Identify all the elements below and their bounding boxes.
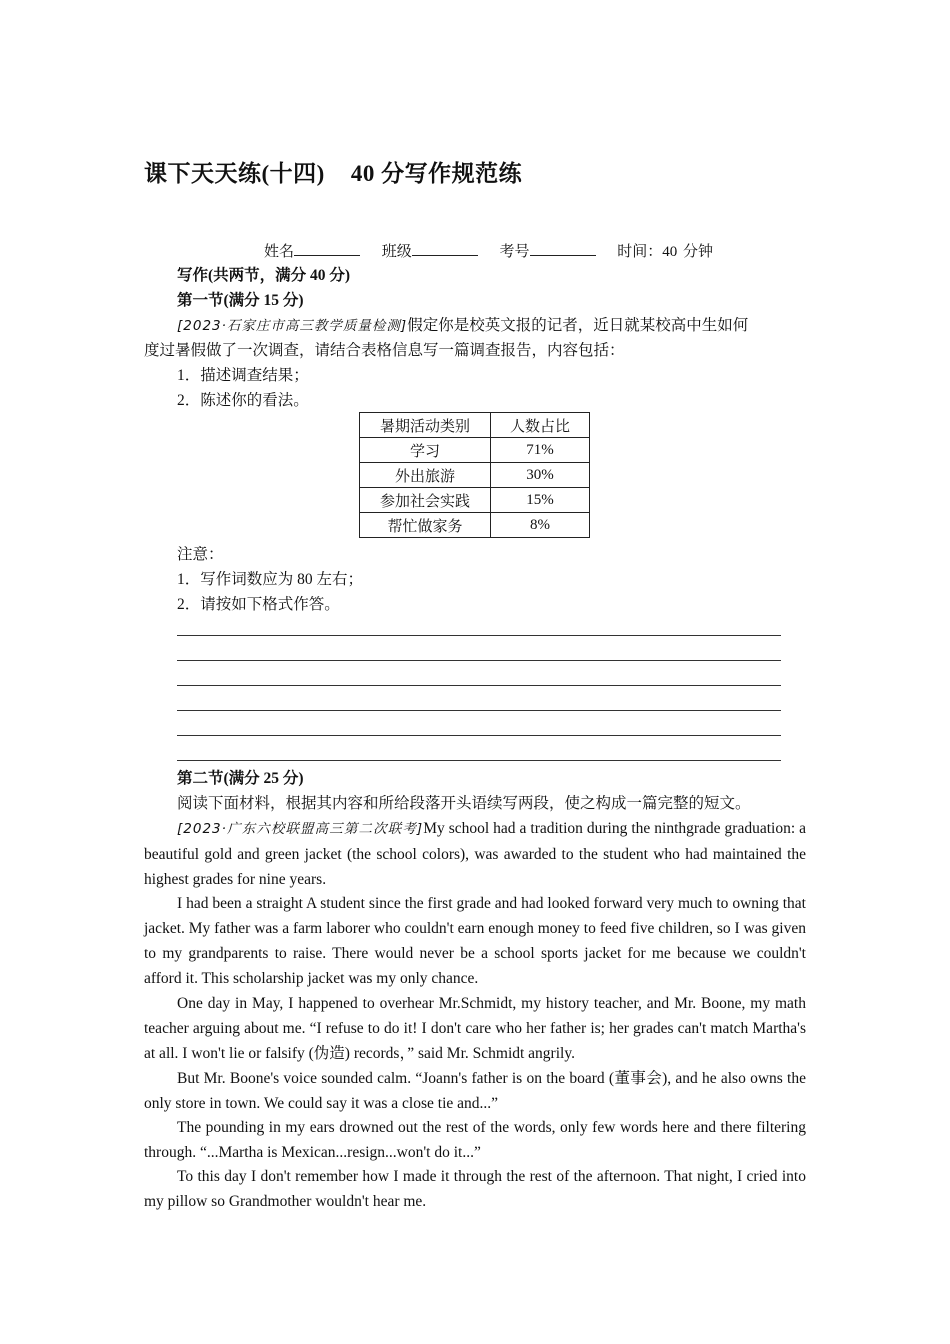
number-label: 考号 — [499, 244, 530, 260]
table-header-row — [360, 413, 590, 438]
table-header-cell: 暑期活动类别 — [360, 413, 491, 438]
story-paragraph-6: To this day I don't remember how I made it through the rest of the afternoon. That night, I cried into my pillow so Grandmother wouldn't hear me. — [144, 1168, 806, 1210]
table-cell: 71% — [491, 438, 590, 463]
time-label: 时间：40 分钟 — [617, 244, 714, 260]
name-blank[interactable] — [294, 241, 360, 256]
story-paragraph-4: But Mr. Boone's voice sounded calm. “Joann's father is on the board (董事会), and he also owns the only store in town. We could say it was a close tie and...” — [144, 1070, 806, 1112]
student-info-row — [264, 240, 713, 261]
answer-line[interactable] — [177, 710, 781, 711]
table-row — [360, 488, 590, 513]
answer-line[interactable] — [177, 760, 781, 761]
title-part2: 40 分写作规范练 — [350, 161, 523, 186]
number-blank[interactable] — [530, 241, 596, 256]
table-cell: 30% — [491, 463, 590, 488]
answer-line[interactable] — [177, 660, 781, 661]
class-label: 班级 — [381, 244, 412, 260]
table-cell: 15% — [491, 488, 590, 513]
story-paragraph-1: [2023·广东六校联盟高三第二次联考]My school had a tradition during the ninthgrade graduation: a beautiful gold and green jacket (the school colors), was awarded to the student who had maintained the highest grades for nine years. — [144, 820, 806, 888]
notes-label: 注意： — [177, 546, 224, 563]
section1-source: [2023·石家庄市高三教学质量检测] — [177, 318, 408, 334]
story-paragraph-3: One day in May, I happened to overhear Mr.Schmidt, my history teacher, and Mr. Boone, my math teacher arguing about me. “I refuse to do it! I don't care who her father is; her grades can't match Martha's at all. I won't lie or falsify (伪造) records，” said Mr. Schmidt angrily. — [144, 995, 806, 1062]
table-cell: 8% — [491, 513, 590, 538]
table-cell: 参加社会实践 — [360, 488, 491, 513]
page-title — [144, 155, 522, 188]
table-row — [360, 513, 590, 538]
writing-header: 写作(共两节，满分 40 分) — [177, 267, 351, 284]
answer-line[interactable] — [177, 735, 781, 736]
section2-heading: 第二节(满分 25 分) — [177, 770, 304, 787]
section1-heading: 第一节(满分 15 分) — [177, 292, 304, 309]
answer-line[interactable] — [177, 635, 781, 636]
table-cell: 帮忙做家务 — [360, 513, 491, 538]
section1-item-1: 1．描述调查结果； — [177, 367, 309, 384]
survey-table — [359, 412, 590, 538]
title-part1: 课下天天练(十四) — [144, 161, 325, 186]
section1-prompt-line2: 度过暑假做了一次调查，请结合表格信息写一篇调查报告，内容包括： — [144, 342, 625, 359]
class-blank[interactable] — [412, 241, 478, 256]
table-header-cell: 人数占比 — [491, 413, 590, 438]
story-paragraph-2: I had been a straight A student since the first grade and had looked forward very much to owning that jacket. My father was a farm laborer who couldn't earn enough money to feed five children, so I was given to my grandparents to raise. There would never be a school sports jacket for me because we couldn't afford it. This scholarship jacket was my only chance. — [144, 895, 806, 987]
note-2: 2．请按如下格式作答。 — [177, 596, 340, 613]
story-paragraph-5: The pounding in my ears drowned out the rest of the words, only few words here and there filtering through. “...Martha is Mexican...resign...won't do it...” — [144, 1119, 806, 1161]
table-row — [360, 463, 590, 488]
section1-item-2: 2．陈述你的看法。 — [177, 392, 309, 409]
section2-instruction: 阅读下面材料，根据其内容和所给段落开头语续写两段，使之构成一篇完整的短文。 — [177, 795, 751, 812]
answer-line[interactable] — [177, 685, 781, 686]
table-cell: 外出旅游 — [360, 463, 491, 488]
note-1: 1．写作词数应为 80 左右； — [177, 571, 364, 588]
table-cell: 学习 — [360, 438, 491, 463]
name-label: 姓名 — [264, 244, 295, 260]
section1-prompt-line1: [2023·石家庄市高三教学质量检测]假定你是校英文报的记者，近日就某校高中生如何 — [177, 317, 749, 334]
section2-source: [2023·广东六校联盟高三第二次联考] — [177, 821, 424, 837]
table-row — [360, 438, 590, 463]
